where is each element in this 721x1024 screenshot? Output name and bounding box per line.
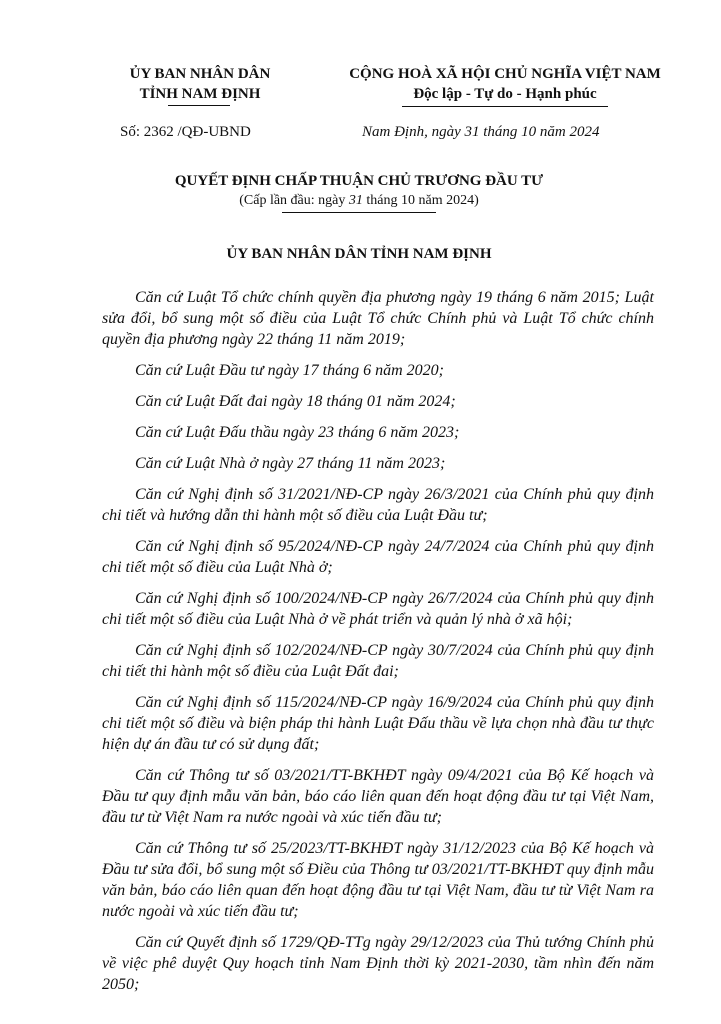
issuer-heading: ỦY BAN NHÂN DÂN TỈNH NAM ĐỊNH (226, 246, 492, 262)
national-motto (318, 64, 692, 104)
legal-basis-paragraph: Căn cứ Nghị định số 100/2024/NĐ-CP ngày 26/7/2024 của Chính phủ quy định chi tiết một số điều của Luật Nhà ở về phát triển và quản lý nhà ở xã hội; (102, 590, 654, 628)
legal-basis (102, 287, 654, 1005)
motto-underline (402, 106, 608, 107)
document-subtitle (96, 193, 622, 209)
country-name: CỘNG HOÀ XÃ HỘI CHỦ NGHĨA VIỆT NAM (349, 66, 661, 82)
legal-basis-paragraph: Căn cứ Quyết định số 1729/QĐ-TTg ngày 29/12/2023 của Thủ tướng Chính phủ về việc phê duyệt Quy hoạch tỉnh Nam Định thời kỳ 2021-2030, tầm nhìn đến năm 2050; (102, 934, 654, 993)
legal-basis-paragraph: Căn cứ Nghị định số 95/2024/NĐ-CP ngày 24/7/2024 của Chính phủ quy định chi tiết một số điều của Luật Nhà ở; (102, 538, 654, 576)
legal-basis-paragraph: Căn cứ Nghị định số 115/2024/NĐ-CP ngày 16/9/2024 của Chính phủ quy định chi tiết một số điều và biện pháp thi hành Luật Đấu thầu về lựa chọn nhà đầu tư thực hiện dự án đầu tư có sử dụng đất; (102, 694, 654, 753)
subtitle-prefix: (Cấp lần đầu: ngày (239, 193, 349, 208)
issuing-authority (100, 64, 300, 104)
authority-line-1: ỦY BAN NHÂN DÂN (129, 66, 271, 82)
document-number: Số: 2362 /QĐ-UBND (120, 124, 251, 140)
legal-basis-paragraph: Căn cứ Luật Đầu tư ngày 17 tháng 6 năm 2020; (135, 362, 444, 379)
legal-basis-paragraph: Căn cứ Nghị định số 31/2021/NĐ-CP ngày 26/3/2021 của Chính phủ quy định chi tiết và hướng dẫn thi hành một số điều của Luật Đầu tư; (102, 486, 654, 524)
authority-line-2: TỈNH NAM ĐỊNH (139, 86, 261, 102)
motto: Độc lập - Tự do - Hạnh phúc (413, 86, 597, 102)
legal-basis-paragraph: Căn cứ Luật Nhà ở ngày 27 tháng 11 năm 2023; (135, 455, 446, 472)
legal-basis-paragraph: Căn cứ Luật Đất đai ngày 18 tháng 01 năm 2024; (135, 393, 456, 410)
legal-basis-paragraph: Căn cứ Luật Đấu thầu ngày 23 tháng 6 năm 2023; (135, 424, 460, 441)
legal-basis-paragraph: Căn cứ Nghị định số 102/2024/NĐ-CP ngày 30/7/2024 của Chính phủ quy định chi tiết thi hành một số điều của Luật Đất đai; (102, 642, 654, 680)
document-title: QUYẾT ĐỊNH CHẤP THUẬN CHỦ TRƯƠNG ĐẦU TƯ (174, 173, 544, 189)
place-date: Nam Định, ngày 31 tháng 10 năm 2024 (362, 124, 600, 140)
legal-basis-paragraph: Căn cứ Thông tư số 25/2023/TT-BKHĐT ngày 31/12/2023 của Bộ Kế hoạch và Đầu tư sửa đổi, bổ sung một số Điều của Thông tư 03/2021/TT-BKHĐT quy định mẫu văn bản, báo cáo liên quan đến hoạt động đầu tư tại Việt Nam, đầu tư từ Việt Nam ra nước ngoài và xúc tiến đầu tư; (102, 840, 654, 920)
subtitle-suffix: tháng 10 năm 2024) (362, 193, 479, 208)
legal-basis-paragraph: Căn cứ Thông tư số 03/2021/TT-BKHĐT ngày 09/4/2021 của Bộ Kế hoạch và Đầu tư quy định mẫu văn bản, báo cáo liên quan đến hoạt động đầu tư tại Việt Nam, đầu tư từ Việt Nam ra nước ngoài và xúc tiến đầu tư; (102, 767, 654, 826)
authority-underline (168, 105, 230, 106)
subtitle-day: 31 (348, 193, 363, 208)
title-underline (282, 212, 436, 213)
legal-basis-paragraph: Căn cứ Luật Tổ chức chính quyền địa phương ngày 19 tháng 6 năm 2015; Luật sửa đổi, bổ sung một số điều của Luật Tổ chức Chính phủ và Luật Tổ chức chính quyền địa phương ngày 22 tháng 11 năm 2019; (102, 289, 654, 348)
